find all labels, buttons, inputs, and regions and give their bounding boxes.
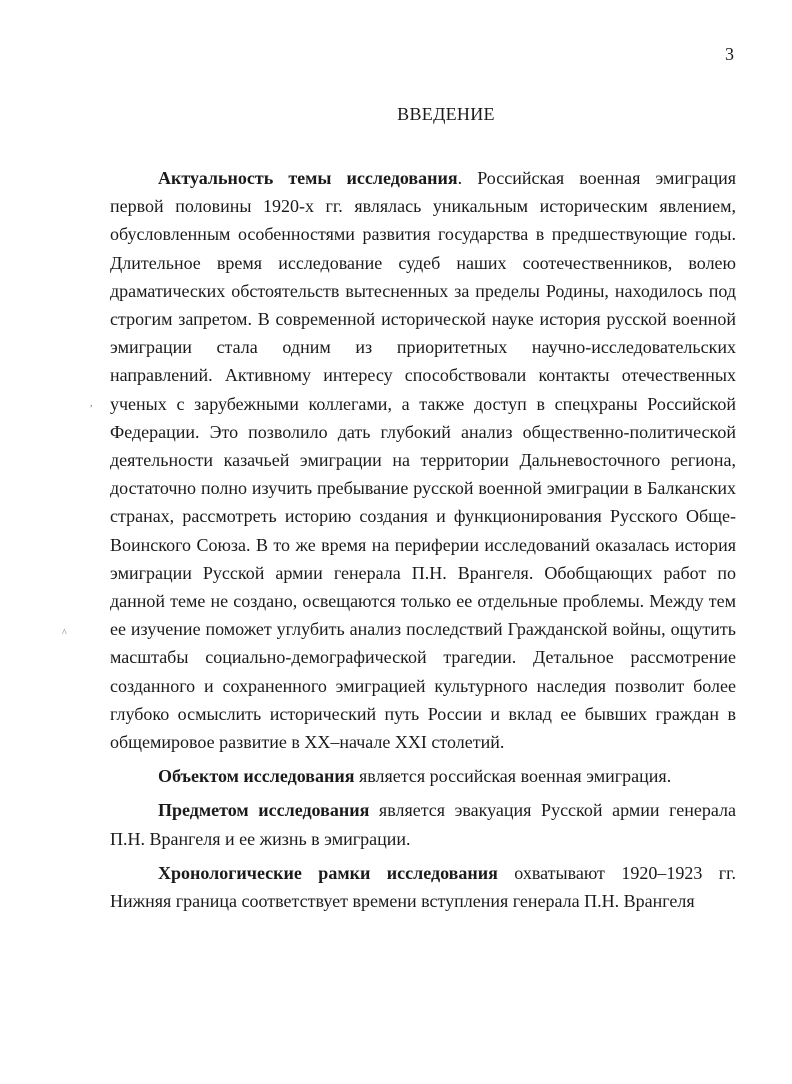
paragraph-object: [110, 762, 736, 790]
page-number: 3: [725, 44, 734, 64]
paragraph-body: является российская военная эмиграция.: [354, 766, 672, 787]
paragraph-lead: Предметом исследования: [158, 800, 370, 821]
paragraph-subject: [110, 796, 736, 852]
paragraph-lead: Объектом исследования: [158, 766, 355, 787]
paragraph-body: является эвакуация Русской армии генерала П.Н. Врангеля и ее жизнь в эмиграции.: [110, 800, 736, 849]
scan-speck: ^: [62, 628, 67, 639]
paragraph-body: охватывают 1920–1923 гг. Нижняя граница соответствует времени вступления генерала П.Н. Врангеля: [110, 862, 736, 912]
paragraph-body: . Российская военная эмиграция первой половины 1920-х гг. являлась уникальным историческим явлением, обусловленным особенностями развития государства в предшествующие годы. Длительное время исследование судеб наших соотечественников, волею драматических обстоятельств вытесненных за пределы Родины, находилось под строгим запретом. В современной исторической науке история русской военной эмиграции стала одним из приоритетных научно-исследовательских направлений. Активному интересу способствовали контакты отечественных ученых с зарубежными коллегами, а также доступ в спецхраны Российской Федерации. Это позволило дать глубокий анализ общественно-политической деятельности казачьей эмиграции на территории Дальневосточного региона, достаточно полно изучить пребывание русской военной эмиграции в Балканских странах, рассмотреть историю создания и функционирования Русского Обще-Воинского Союза. В то же время на периферии исследований оказалась история эмиграции Русской армии генерала П.Н. Врангеля. Обобщающих работ по данной теме не создано, освещаются только ее отдельные проблемы. Между тем ее изучение поможет углубить анализ последствий Гражданской войны, ощутить масштабы социально-демографической трагедии. Детальное рассмотрение созданного и сохраненного эмиграцией культурного наследия позволит более глубоко осмыслить исторический путь России и вклад ее бывших граждан в общемировое развитие в XX–начале XXI столетий.: [110, 168, 736, 753]
paragraph-lead: Актуальность темы исследования: [158, 168, 458, 188]
scan-speck: ,: [90, 398, 93, 409]
paragraph-chronology: [110, 859, 736, 915]
paragraph-lead: Хронологические рамки исследования: [158, 862, 498, 883]
body-text: [110, 164, 736, 915]
page-heading: ВВЕДЕНИЕ: [397, 104, 495, 124]
paragraph-relevance: [110, 164, 736, 756]
